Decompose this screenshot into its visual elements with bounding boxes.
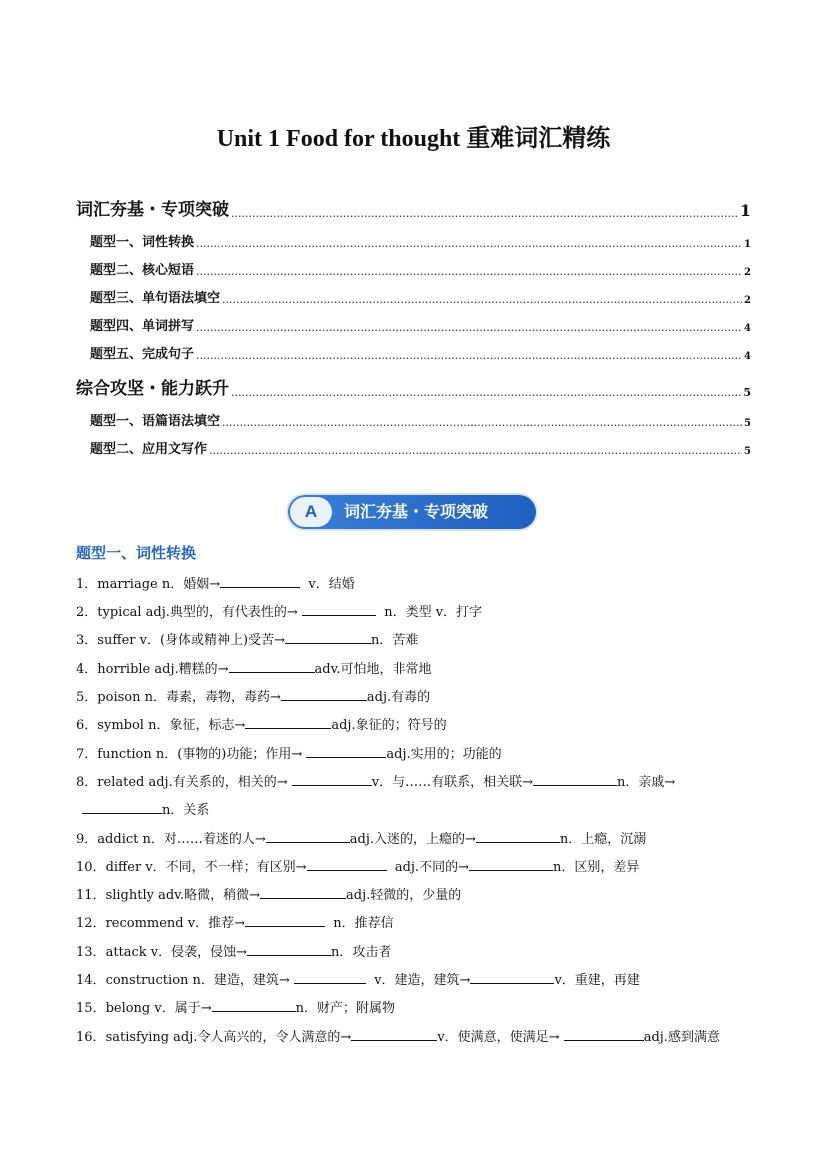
answer-blank[interactable] xyxy=(82,801,162,814)
item-text: v．建造，建筑→ xyxy=(374,973,471,988)
item-text: n．亲戚→ xyxy=(617,775,676,790)
section-banner xyxy=(288,495,536,529)
toc-label: 词汇夯基・专项突破 xyxy=(76,200,229,220)
toc-label: 题型一、词性转换 xyxy=(90,235,195,250)
toc-entry[interactable] xyxy=(90,438,751,457)
toc-label: 题型二、应用文写作 xyxy=(90,442,208,457)
toc-leader xyxy=(222,293,742,306)
item-text: adj.实用的；功能的 xyxy=(386,747,502,762)
item-text: n．区别，差异 xyxy=(552,860,640,875)
item-number: 5 xyxy=(76,690,85,705)
toc-leader xyxy=(196,265,742,278)
item-number: 7 xyxy=(76,747,85,762)
item-text: belong v．属于→ xyxy=(105,1001,212,1016)
item-text: symbol n．象征，标志→ xyxy=(97,718,246,733)
answer-blank[interactable] xyxy=(470,971,554,984)
item-text: function n．(事物的)功能；作用→ xyxy=(97,747,303,762)
list-item: 3．suffer v．(身体或精神上)受苦→ n．苦难 xyxy=(76,633,419,648)
toc-entry[interactable] xyxy=(90,287,751,306)
list-item: 6．symbol n．象征，标志→ adj.象征的；符号的 xyxy=(76,718,447,733)
toc-leader xyxy=(196,237,742,250)
list-item: 14．construction n．建造，建筑→ v．建造，建筑→ v．重建，再建 xyxy=(76,973,640,988)
toc-page: 2 xyxy=(744,267,751,278)
item-number: 14 xyxy=(76,973,93,988)
banner-text: 词汇夯基・专项突破 xyxy=(344,502,489,521)
item-text: addict n．对……着迷的人→ xyxy=(97,832,266,847)
answer-blank[interactable] xyxy=(302,603,376,616)
toc-entry[interactable] xyxy=(90,343,751,362)
item-text: v．使满意，使满足→ xyxy=(437,1030,560,1045)
answer-blank[interactable] xyxy=(306,745,386,758)
answer-blank[interactable] xyxy=(533,773,617,786)
toc-page: 5 xyxy=(743,386,751,399)
item-text: typical adj.典型的，有代表性的→ xyxy=(97,605,298,620)
item-text: recommend v．推荐→ xyxy=(105,916,245,931)
list-item: 16．satisfying adj.令人高兴的，令人满意的→ v．使满意，使满足→ adj.感到满意 xyxy=(76,1030,720,1045)
item-text: adj.入迷的，上瘾的→ xyxy=(349,832,476,847)
item-text: v．重建，再建 xyxy=(554,973,640,988)
item-number: 3 xyxy=(76,633,85,648)
toc-page: 1 xyxy=(739,201,751,220)
item-text: n．苦难 xyxy=(371,633,419,648)
list-item: 9．addict n．对……着迷的人→ adj.入迷的，上瘾的→ n．上瘾，沉溺 xyxy=(76,832,647,847)
answer-blank[interactable] xyxy=(469,858,553,871)
toc-leader xyxy=(231,386,741,399)
item-text: adj.轻微的，少量的 xyxy=(346,888,462,903)
toc-page: 5 xyxy=(744,446,751,457)
answer-blank[interactable] xyxy=(247,943,331,956)
toc-leader xyxy=(196,321,742,334)
list-item: 1．marriage n．婚姻→ v．结婚 xyxy=(76,577,355,592)
item-text: differ v．不同，不一样；有区别→ xyxy=(105,860,307,875)
list-item: 11．slightly adv.略微，稍微→ adj.轻微的，少量的 xyxy=(76,888,462,903)
list-item: 8．related adj.有关系的，相关的→ v．与……有联系，相关联→ n．亲戚→ xyxy=(76,775,676,790)
item-text: satisfying adj.令人高兴的，令人满意的→ xyxy=(105,1030,352,1045)
answer-blank[interactable] xyxy=(245,716,331,729)
item-text: n．推荐信 xyxy=(333,916,394,931)
item-text: n．攻击者 xyxy=(331,945,392,960)
answer-blank[interactable] xyxy=(220,575,300,588)
toc-entry[interactable] xyxy=(76,374,751,399)
banner-letter: A xyxy=(290,497,332,527)
item-text: n．上瘾，沉溺 xyxy=(559,832,647,847)
item-number: 1 xyxy=(76,577,85,592)
item-number: 9 xyxy=(76,832,85,847)
toc-entry[interactable] xyxy=(90,410,751,429)
answer-blank[interactable] xyxy=(294,971,366,984)
item-text: slightly adv.略微，稍微→ xyxy=(105,888,261,903)
list-item: 13．attack v．侵袭，侵蚀→ n．攻击者 xyxy=(76,945,392,960)
toc-leader xyxy=(209,444,742,457)
item-text: n．类型 v．打字 xyxy=(384,605,483,620)
answer-blank[interactable] xyxy=(212,999,296,1012)
item-text: attack v．侵袭，侵蚀→ xyxy=(105,945,248,960)
toc-page: 1 xyxy=(744,239,751,250)
item-number: 15 xyxy=(76,1001,93,1016)
list-item: 12．recommend v．推荐→ n．推荐信 xyxy=(76,916,394,931)
item-text: adj.象征的；符号的 xyxy=(331,718,447,733)
toc-page: 4 xyxy=(744,351,751,362)
item-text: adj.感到满意 xyxy=(643,1030,720,1045)
item-number: 12 xyxy=(76,916,93,931)
item-text: adj.有毒的 xyxy=(366,690,431,705)
toc-label: 题型一、语篇语法填空 xyxy=(90,414,221,429)
toc-leader xyxy=(222,416,742,429)
list-item: 7．function n．(事物的)功能；作用→ adj.实用的；功能的 xyxy=(76,747,502,762)
toc-entry[interactable] xyxy=(90,315,751,334)
answer-blank[interactable] xyxy=(307,858,387,871)
list-item: 5．poison n．毒素，毒物，毒药→ adj.有毒的 xyxy=(76,690,431,705)
item-text: adj.不同的→ xyxy=(394,860,469,875)
item-number: 10 xyxy=(76,860,93,875)
item-text: n．关系 xyxy=(162,803,210,818)
section-heading: 题型一、词性转换 xyxy=(76,544,197,562)
item-text: horrible adj.糟糕的→ xyxy=(97,662,229,677)
toc-label: 题型二、核心短语 xyxy=(90,263,195,278)
item-text: marriage n．婚姻→ xyxy=(97,577,221,592)
answer-blank[interactable] xyxy=(285,631,371,644)
list-item: 15．belong v．属于→ n．财产；附属物 xyxy=(76,1001,396,1016)
toc-page: 2 xyxy=(744,295,751,306)
toc-label: 题型五、完成句子 xyxy=(90,347,195,362)
item-text: related adj.有关系的，相关的→ xyxy=(97,775,288,790)
toc-entry[interactable] xyxy=(76,195,751,220)
answer-blank[interactable] xyxy=(266,830,350,843)
answer-blank[interactable] xyxy=(281,688,367,701)
item-text: v．结婚 xyxy=(308,577,355,592)
toc-page: 4 xyxy=(744,323,751,334)
list-item: 4．horrible adj.糟糕的→ adv.可怕地，非常地 xyxy=(76,662,432,677)
toc-label: 题型三、单句语法填空 xyxy=(90,291,221,306)
item-number: 6 xyxy=(76,718,85,733)
toc-label: 题型四、单词拼写 xyxy=(90,319,195,334)
list-item: 2．typical adj.典型的，有代表性的→ n．类型 v．打字 xyxy=(76,605,483,620)
item-text: poison n．毒素，毒物，毒药→ xyxy=(97,690,281,705)
item-text: adv.可怕地，非常地 xyxy=(314,662,432,677)
toc-entry[interactable] xyxy=(90,231,751,250)
item-text: suffer v．(身体或精神上)受苦→ xyxy=(97,633,285,648)
item-number: 16 xyxy=(76,1030,93,1045)
answer-blank[interactable] xyxy=(260,886,346,899)
answer-blank[interactable] xyxy=(245,914,325,927)
list-item: 10．differ v．不同，不一样；有区别→ adj.不同的→ n．区别，差异 xyxy=(76,860,640,875)
answer-blank[interactable] xyxy=(229,660,315,673)
item-number: 13 xyxy=(76,945,93,960)
toc-page: 5 xyxy=(744,418,751,429)
answer-blank[interactable] xyxy=(564,1028,644,1041)
item-text: n．财产；附属物 xyxy=(295,1001,396,1016)
toc-entry[interactable] xyxy=(90,259,751,278)
item-number: 11 xyxy=(76,888,93,903)
answer-blank[interactable] xyxy=(351,1028,437,1041)
item-number: 8 xyxy=(76,775,85,790)
answer-blank[interactable] xyxy=(292,773,372,786)
answer-blank[interactable] xyxy=(476,830,560,843)
item-number: 2 xyxy=(76,605,85,620)
item-text: construction n．建造，建筑→ xyxy=(105,973,290,988)
page-title: Unit 1 Food for thought 重难词汇精练 xyxy=(216,126,611,152)
item-text: v．与……有联系，相关联→ xyxy=(371,775,534,790)
toc-label: 综合攻坚・能力跃升 xyxy=(76,379,229,399)
toc-leader xyxy=(231,207,738,220)
item-number: 4 xyxy=(76,662,85,677)
toc-leader xyxy=(196,349,742,362)
list-item-continuation xyxy=(82,801,209,820)
